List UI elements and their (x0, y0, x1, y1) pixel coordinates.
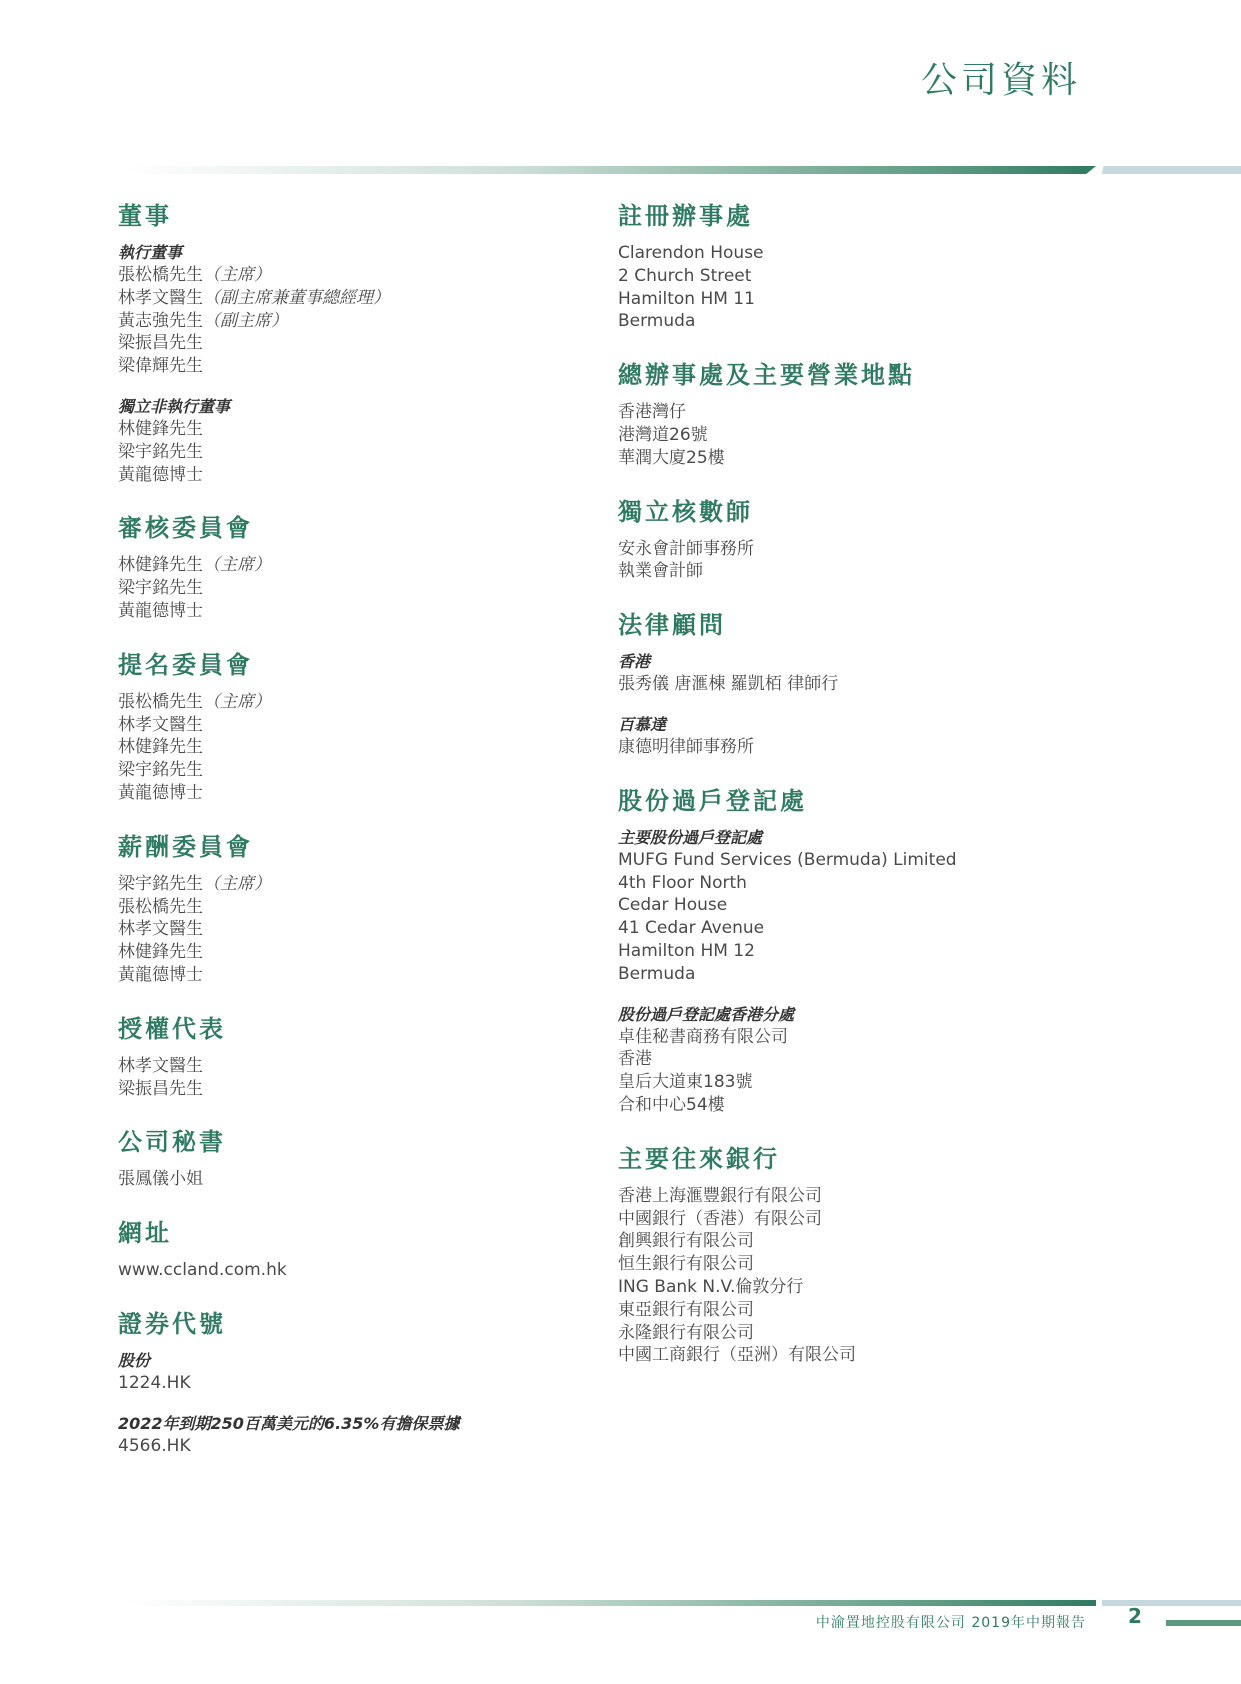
list-item: 梁振昌先生 (118, 333, 203, 354)
subsection-title: 獨立非執行董事 (118, 396, 231, 416)
address-line: Hamilton HM 12 (618, 940, 755, 961)
directors-section (118, 200, 588, 486)
section-heading: 董事 (118, 202, 172, 230)
address-line: 港灣道26號 (618, 424, 708, 445)
list-item: 林健鋒先生 (118, 737, 203, 758)
page-number-bar (1166, 1620, 1241, 1626)
section-heading: 法律顧問 (618, 611, 726, 640)
section-heading: 股份過戶登記處 (618, 786, 807, 815)
list-item: 香港上海滙豐銀行有限公司 (618, 1185, 822, 1206)
audit-committee-section (118, 512, 588, 622)
head-office-section (618, 359, 1178, 469)
right-column (618, 200, 1178, 1393)
list-item: 安永會計師事務所 (618, 538, 754, 559)
footer-divider (118, 1600, 1096, 1606)
list-item: 永隆銀行有限公司 (618, 1322, 754, 1343)
footer-report: 2019年中期報告 (971, 1615, 1086, 1631)
branch-registrar (618, 1004, 1178, 1117)
principal-registrar (618, 827, 1178, 986)
website-link[interactable]: www.ccland.com.hk (118, 1260, 287, 1281)
list-item: 林孝文醫生 (118, 1055, 203, 1076)
stock-code-value: 4566.HK (118, 1435, 191, 1456)
subsection-title: 主要股份過戶登記處 (618, 827, 763, 847)
address-line: 41 Cedar Avenue (618, 918, 765, 939)
footer-company: 中渝置地控股有限公司 (815, 1615, 966, 1631)
list-item: 中國工商銀行（亞洲）有限公司 (618, 1345, 856, 1366)
left-column (118, 200, 588, 1484)
registered-office-section (618, 200, 1178, 333)
address-line: 香港灣仔 (618, 402, 686, 423)
nomination-committee-section (118, 649, 588, 805)
list-item: 林孝文醫生 (118, 714, 203, 735)
list-item: 恒生銀行有限公司 (618, 1254, 754, 1275)
list-item: 梁宇銘先生 (118, 441, 203, 462)
list-item: 執業會計師 (618, 561, 703, 582)
list-item: 康德明律師事務所 (618, 736, 754, 757)
shares-code (118, 1350, 588, 1395)
address-line: 皇后大道東183號 (618, 1072, 753, 1093)
section-heading: 薪酬委員會 (118, 832, 253, 861)
address-line: 香港 (618, 1049, 652, 1070)
address-line: 合和中心54樓 (618, 1094, 725, 1115)
list-item: 梁宇銘先生 (118, 578, 203, 599)
address-line: 2 Church Street (618, 265, 752, 286)
address-line: Clarendon House (618, 243, 764, 263)
page-title: 公司資料 (920, 60, 1081, 101)
page-number: 2 (1128, 1604, 1142, 1628)
address-line: 華潤大廈25樓 (618, 447, 725, 468)
banks-section (618, 1143, 1178, 1367)
address-line: Bermuda (618, 963, 696, 984)
stock-code-value: 1224.HK (118, 1372, 191, 1393)
list-item: 創興銀行有限公司 (618, 1231, 754, 1252)
legal-hk (618, 651, 1178, 696)
executive-directors (118, 242, 588, 378)
stock-code-section (118, 1308, 588, 1458)
subsection-title: 股份 (118, 1350, 151, 1370)
list-item: 張松橋先生（主席） (118, 265, 271, 285)
header-divider (118, 166, 1096, 174)
list-item: 黃龍德博士 (118, 782, 203, 803)
remuneration-committee-section (118, 831, 588, 987)
section-heading: 網址 (118, 1219, 172, 1248)
auditor-section (618, 496, 1178, 584)
subsection-title: 香港 (618, 652, 651, 672)
section-heading: 審核委員會 (118, 514, 253, 543)
section-heading: 公司秘書 (118, 1128, 226, 1157)
section-heading: 總辦事處及主要營業地點 (618, 361, 915, 390)
list-item: 黃龍德博士 (118, 964, 203, 985)
authorized-reps-section (118, 1013, 588, 1101)
website-section (118, 1217, 588, 1282)
address-line: MUFG Fund Services (Bermuda) Limited (618, 849, 957, 870)
address-line: 卓佳秘書商務有限公司 (618, 1026, 788, 1047)
section-heading: 證券代號 (118, 1309, 226, 1338)
address-line: Bermuda (618, 311, 696, 332)
legal-advisers-section (618, 609, 1178, 759)
list-item: 張松橋先生（主席） (118, 691, 271, 712)
subsection-title: 百慕達 (618, 714, 667, 734)
section-heading: 註冊辦事處 (618, 202, 753, 230)
list-item: 梁偉輝先生 (118, 356, 203, 377)
notes-code (118, 1413, 588, 1458)
section-heading: 提名委員會 (118, 650, 253, 679)
address-line: Cedar House (618, 895, 728, 916)
section-heading: 主要往來銀行 (618, 1144, 780, 1173)
legal-bermuda (618, 714, 1178, 759)
list-item: 中國銀行（香港）有限公司 (618, 1208, 822, 1229)
list-item: 黃龍德博士 (118, 464, 203, 485)
list-item: 梁振昌先生 (118, 1078, 203, 1099)
list-item: 黃志強先生（副主席） (118, 310, 288, 331)
share-registrar-section (618, 785, 1178, 1117)
header-divider-accent (1102, 166, 1241, 174)
address-line: 4th Floor North (618, 872, 747, 893)
subsection-title: 執行董事 (118, 243, 183, 262)
address-line: Hamilton HM 11 (618, 288, 755, 309)
section-heading: 獨立核數師 (618, 497, 753, 526)
subsection-title: 股份過戶登記處香港分處 (618, 1004, 795, 1024)
footer-label (816, 1612, 1086, 1632)
list-item: 林健鋒先生 (118, 942, 203, 963)
section-heading: 授權代表 (118, 1014, 226, 1043)
list-item: 張鳳儀小姐 (118, 1169, 203, 1190)
list-item: 林孝文醫生 (118, 919, 203, 940)
list-item: 梁宇銘先生（主席） (118, 873, 271, 894)
list-item: 林健鋒先生（主席） (118, 555, 271, 576)
subsection-title: 2022年到期250百萬美元的6.35%有擔保票據 (118, 1413, 460, 1433)
list-item: 張松橋先生 (118, 896, 203, 917)
list-item: 林健鋒先生 (118, 418, 203, 439)
list-item: 林孝文醫生（副主席兼董事總經理） (118, 287, 390, 308)
company-secretary-section (118, 1126, 588, 1191)
footer-divider-accent (1102, 1600, 1241, 1606)
independent-directors (118, 396, 588, 486)
list-item: 張秀儀 唐滙棟 羅凱栢 律師行 (618, 674, 839, 695)
list-item: 東亞銀行有限公司 (618, 1299, 754, 1320)
list-item: ING Bank N.V.倫敦分行 (618, 1276, 804, 1297)
list-item: 梁宇銘先生 (118, 760, 203, 781)
list-item: 黃龍德博士 (118, 600, 203, 621)
